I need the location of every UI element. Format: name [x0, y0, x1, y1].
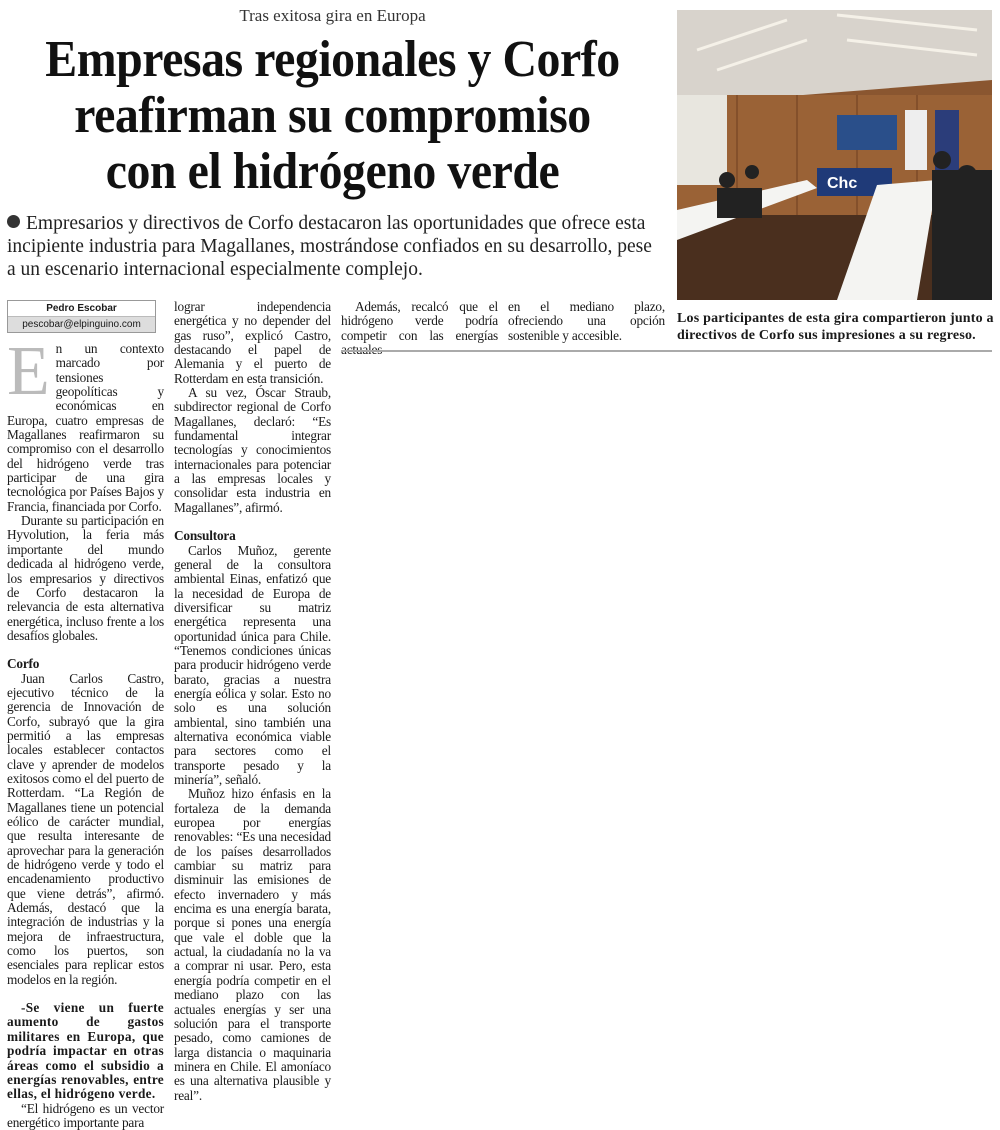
pull-quote: -Se viene un fuerte aumento de gastos militares en Europa, que podría impactar en otras áreas como el subsidio a energías renovables, entre ellas, el hidrógeno verde.: [7, 1000, 164, 1102]
divider: [341, 350, 992, 352]
paragraph: Muñoz hizo énfasis en la fortaleza de la demanda europea por energías renovables: “Es una necesidad de los países desarrollados cambiar su matriz para disminuir las emisiones de efecto invernadero y más encima es una energía barata, porque si pones una energía que vale el doble que la actual, la ciudadanía no la va a comprar ni usar. Pero, esta energía podría competir en el mediano plazo con las actuales energías y ser una solución para el transporte pesado, como camiones de larga distancia o maquinaria minera en Chile. El amoníaco es una alternativa plausible y real”.: [174, 786, 331, 1103]
bullet-icon: [7, 215, 20, 228]
screen-logo: Chc: [827, 175, 858, 192]
headline: [27, 32, 639, 200]
subheading: Corfo: [7, 656, 40, 672]
column-4: [508, 300, 665, 343]
paragraph: Juan Carlos Castro, ejecutivo técnico de la gerencia de Innovación de Corfo, subrayó que la gira permitió a las empresas locales establecer contactos clave y aprender de modelos exitosos como el del puerto de Rotterdam. “La Región de Magallanes tiene un potencial eólico de carácter mundial, que resulta interesante de aprovechar para la generación de hidrógeno verde y todo el encadenamiento productivo que viene detrás”, afirmó. Además, destacó que la integración de industrias y la mejora de infraestructura, como los puertos, son esenciales para replicar estos modelos en la región.: [7, 670, 164, 987]
paragraph: Carlos Muñoz, gerente general de la consultora ambiental Einas, enfatizó que la necesidad de Europa de diversificar su matriz energética representa una oportunidad única para Chile. “Tenemos condiciones únicas para producir hidrógeno verde barato, gracias a nuestra energía eólica y solar. Esto no solo es una solución ambiental, sino también una alternativa económica viable para sectores como el transporte pesado y la minería”, señaló.: [174, 542, 331, 787]
article-photo: [677, 10, 992, 300]
paragraph: en el mediano plazo, ofreciendo una opción sostenible y accesible.: [508, 299, 665, 343]
column-2: [174, 300, 331, 1103]
subheading: Consultora: [174, 528, 236, 544]
column-1: [7, 333, 164, 1130]
byline: [7, 300, 156, 333]
lead-text: Empresarios y directivos de Corfo destacaron las oportunidades que ofrece esta incipiente industria para Magallanes, mostrándose confiados en su desarrollo, pese a un escenario internacional especialmente complejo.: [7, 213, 652, 280]
author-email[interactable]: pescobar@elpinguino.com: [8, 317, 155, 332]
kicker: Tras exitosa gira en Europa: [239, 6, 426, 25]
headline-line: Empresas regionales y Corfo: [45, 31, 620, 88]
paragraph: lograr independencia energética y no depender del gas ruso”, explicó Castro, destacando el papel de Alemania y el puerto de Rotterdam en esta transición.: [174, 299, 331, 386]
paragraph: A su vez, Óscar Straub, subdirector regional de Corfo Magallanes, declaró: “Es fundamental integrar tecnologías y conocimientos internacionales para potenciar a las empresas locales y consolidar esta industria en Magallanes”, afirmó.: [174, 385, 331, 515]
headline-line: con el hidrógeno verde: [105, 143, 560, 200]
author-name: Pedro Escobar: [8, 301, 155, 317]
photo-caption: Los participantes de esta gira compartieron junto a directivos de Corfo sus impresiones a su regreso.: [677, 311, 994, 343]
paragraph: “El hidrógeno es un vector energético importante para: [7, 1100, 164, 1130]
meeting-room-image: [677, 10, 992, 300]
lead-paragraph: [7, 212, 662, 281]
column-3: [341, 300, 498, 357]
drop-cap: E: [7, 333, 50, 410]
headline-line: reafirman su compromiso: [74, 87, 591, 144]
paragraph: Además, recalcó que el hidrógeno verde podría competir con las energías: [341, 299, 498, 343]
paragraph: Durante su participación en Hyvolution, la feria más importante del mundo dedicada al hidrógeno verde, los empresarios y directivos de Corfo destacaron la relevancia de esta alternativa energética, incluso frente a los desafíos globales.: [7, 513, 164, 643]
paragraph: En un contexto marcado por tensiones geopolíticas y económicas en Europa, cuatro empresas de Magallanes reafirmaron su compromiso con el desarrollo del hidrógeno verde tras participar de una gira tecnológica por Países Bajos y Francia, financiada por Corfo.: [7, 333, 164, 514]
